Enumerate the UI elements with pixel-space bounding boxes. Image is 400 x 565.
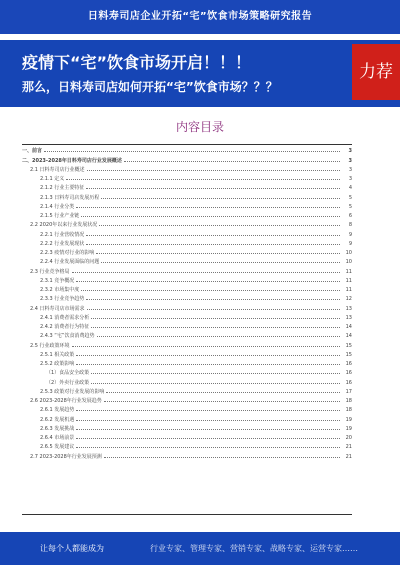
toc-entry[interactable]	[22, 395, 352, 404]
toc-entry-label: 一、前言	[22, 148, 43, 155]
toc-entry[interactable]	[22, 339, 352, 348]
toc-entry[interactable]	[22, 164, 352, 173]
toc-leader-dots	[76, 428, 340, 430]
toc-entry-page: 21	[345, 444, 352, 451]
toc-entry-page: 5	[348, 203, 352, 210]
toc-leader-dots	[104, 400, 340, 402]
footer-bar	[0, 532, 400, 565]
toc-leader-dots	[104, 456, 340, 458]
toc-entry-page: 17	[345, 388, 352, 395]
recommend-badge: 力荐	[352, 44, 400, 100]
toc-entry-page: 14	[345, 324, 352, 330]
toc-entry-label: 2.2 2020年以来行业发展状况	[30, 222, 98, 229]
toc-entry-label: 2.3.1 竞争概况	[40, 277, 75, 284]
toc-entry-page: 19	[345, 416, 352, 423]
toc-leader-dots	[99, 224, 340, 226]
toc-entry-page: 13	[345, 305, 352, 312]
promo-banner	[0, 40, 400, 107]
toc-entry-page: 3	[348, 166, 352, 173]
toc-entry-page: 16	[345, 370, 352, 377]
toc-entry-label: 2.3.2 市场集中度	[40, 287, 80, 293]
toc-entry[interactable]	[22, 413, 352, 422]
toc-entry[interactable]	[22, 182, 352, 191]
toc-leader-dots	[76, 419, 340, 421]
toc-leader-dots	[124, 160, 340, 162]
toc-leader-dots	[72, 271, 340, 273]
toc-leader-dots	[87, 308, 340, 310]
toc-entry-label: 2.5 行业政策环境	[30, 342, 70, 349]
toc-entry[interactable]	[22, 256, 352, 265]
toc-entry-page: 9	[348, 240, 352, 247]
banner-subheadline: 那么，日料寿司店如何开拓“宅”饮食市场？？？	[22, 80, 278, 94]
toc-entry[interactable]	[22, 302, 352, 311]
toc-entry[interactable]	[22, 238, 352, 247]
toc-entry-page: 20	[345, 435, 352, 441]
toc-entry-page: 3	[348, 148, 352, 155]
toc-entry-label: 2.1.1 定义	[40, 176, 65, 182]
toc-entry-page: 18	[345, 398, 352, 404]
toc-entry-label: 2.6.5 发展建议	[40, 444, 75, 451]
toc-leader-dots	[76, 206, 340, 208]
toc-entry-page: 13	[345, 314, 352, 321]
toc-entry-label: 2.3.3 行业竞争趋势	[40, 296, 85, 303]
toc-leader-dots	[76, 363, 340, 365]
toc-entry[interactable]	[22, 201, 352, 210]
toc-entry-label: 2.4 日料寿司店市场需求	[30, 305, 85, 312]
toc-leader-dots	[81, 289, 340, 291]
toc-leader-dots	[101, 261, 340, 263]
toc-entry[interactable]	[22, 275, 352, 284]
toc-entry-page: 16	[345, 361, 352, 367]
table-of-contents	[22, 145, 352, 460]
toc-entry[interactable]	[22, 154, 352, 163]
toc-entry[interactable]	[22, 219, 352, 228]
toc-leader-dots	[91, 317, 340, 319]
toc-leader-dots	[76, 446, 340, 448]
toc-entry[interactable]	[22, 247, 352, 256]
toc-entry-label: 2.6.1 发展趋势	[40, 407, 75, 414]
toc-entry[interactable]	[22, 284, 352, 293]
toc-entry-label: 2.3 行业竞争格局	[30, 268, 70, 275]
toc-entry-label: 2.1 日料寿司店行业概述	[30, 166, 85, 173]
toc-entry-label: 2.1.5 行业产业链	[40, 213, 80, 219]
toc-entry[interactable]	[22, 293, 352, 302]
toc-entry[interactable]	[22, 330, 352, 339]
toc-entry-page: 10	[345, 259, 352, 266]
toc-leader-dots	[91, 382, 340, 384]
toc-entry[interactable]	[22, 404, 352, 413]
footer-slogan: 让每个人都能成为	[40, 544, 104, 553]
toc-entry-page: 9	[348, 231, 352, 238]
toc-entry[interactable]	[22, 145, 352, 154]
toc-entry-page: 10	[345, 250, 352, 256]
report-title: 日料寿司店企业开拓“宅”饮食市场策略研究报告	[87, 11, 313, 22]
toc-entry-label: 2.2.2 行业发展现状	[40, 240, 85, 247]
toc-entry[interactable]	[22, 423, 352, 432]
toc-leader-dots	[76, 280, 340, 282]
toc-entry-label: 2.4.2 消费者行为特征	[40, 324, 90, 330]
toc-entry-label: 2.6.4 市场前景	[40, 435, 75, 441]
toc-entry-label: 2.6 2023-2028年行业发展趋势	[30, 398, 102, 404]
toc-entry-page: 18	[345, 407, 352, 414]
toc-entry[interactable]	[22, 432, 352, 441]
toc-entry-label: 2.2.1 行业营收情况	[40, 231, 85, 238]
toc-entry[interactable]	[22, 312, 352, 321]
toc-entry-label: 2.6.3 发展挑战	[40, 425, 75, 432]
toc-leader-dots	[76, 354, 340, 356]
toc-entry-label: （1）食品安全政策	[46, 370, 90, 377]
toc-entry[interactable]	[22, 191, 352, 200]
footer-expert-list: 行业专家、管理专家、营销专家、战略专家、运营专家……	[150, 544, 358, 553]
toc-leader-dots	[86, 234, 340, 236]
toc-leader-dots	[72, 345, 340, 347]
toc-entry-page: 8	[348, 222, 352, 229]
toc-leader-dots	[86, 298, 340, 300]
toc-entry-page: 6	[348, 213, 352, 219]
toc-leader-dots	[91, 372, 340, 374]
toc-entry-page: 3	[348, 176, 352, 182]
toc-entry[interactable]	[22, 376, 352, 385]
toc-leader-dots	[86, 187, 340, 189]
toc-entry-page: 5	[348, 194, 352, 201]
toc-leader-dots	[106, 391, 340, 393]
toc-entry[interactable]	[22, 450, 352, 459]
toc-entry-label: 2.5.3 政策对行业发展的影响	[40, 388, 105, 395]
toc-entry-page: 4	[348, 185, 352, 192]
toc-entry[interactable]	[22, 210, 352, 219]
toc-entry-page: 3	[348, 157, 352, 164]
toc-leader-dots	[44, 150, 340, 152]
toc-entry-label: 2.1.2 行业主要特征	[40, 185, 85, 192]
toc-leader-dots	[76, 409, 340, 411]
toc-entry-page: 21	[345, 453, 352, 460]
toc-entry-page: 16	[345, 379, 352, 386]
toc-entry-page: 12	[345, 296, 352, 303]
toc-leader-dots	[66, 178, 340, 180]
toc-entry-label: 二、2023-2028年日料寿司店行业发展概述	[22, 157, 122, 164]
toc-entry-page: 11	[345, 268, 352, 275]
toc-leader-dots	[87, 169, 340, 171]
toc-entry[interactable]	[22, 358, 352, 367]
toc-entry[interactable]	[22, 367, 352, 376]
toc-entry[interactable]	[22, 321, 352, 330]
toc-entry-page: 19	[345, 425, 352, 432]
toc-entry-label: 2.1.3 日料寿司店发展历程	[40, 194, 100, 201]
toc-leader-dots	[86, 243, 340, 245]
toc-leader-dots	[91, 326, 340, 328]
toc-entry-label: 2.5.2 政策影响	[40, 361, 75, 367]
toc-entry-page: 15	[345, 351, 352, 358]
toc-entry-label: 2.4.1 消费者需求分析	[40, 314, 90, 321]
toc-title: 内容目录	[175, 120, 224, 134]
toc-entry-page: 11	[345, 277, 352, 284]
toc-entry-label: 2.2.4 行业发展面临的问题	[40, 259, 100, 266]
toc-leader-dots	[96, 252, 340, 254]
toc-entry-label: （2）外卖行业政策	[46, 379, 90, 386]
toc-entry-page: 14	[345, 333, 352, 340]
toc-entry[interactable]	[22, 265, 352, 274]
toc-entry[interactable]	[22, 349, 352, 358]
toc-entry-label: 2.6.2 发展机遇	[40, 416, 75, 423]
toc-entry-label: 2.4.3 “宅”饮食消费趋势	[40, 333, 95, 340]
toc-entry-label: 2.2.3 疫情对行业的影响	[40, 250, 95, 256]
toc-bottom-rule	[22, 514, 352, 515]
toc-entry-label: 2.1.4 行业分类	[40, 203, 75, 210]
toc-entry[interactable]	[22, 228, 352, 237]
toc-entry-label: 2.5.1 相关政策	[40, 351, 75, 358]
toc-entry[interactable]	[22, 441, 352, 450]
toc-leader-dots	[76, 437, 340, 439]
toc-entry-label: 2.7 2023-2028年行业发展预测	[30, 453, 102, 460]
toc-entry[interactable]	[22, 386, 352, 395]
toc-entry-page: 15	[345, 342, 352, 349]
toc-entry[interactable]	[22, 173, 352, 182]
toc-leader-dots	[101, 197, 340, 199]
banner-headline: 疫情下“宅”饮食市场开启！！！	[22, 53, 252, 72]
toc-leader-dots	[81, 215, 340, 217]
toc-leader-dots	[97, 335, 341, 337]
toc-entry-page: 11	[345, 287, 352, 293]
report-header	[0, 0, 400, 34]
